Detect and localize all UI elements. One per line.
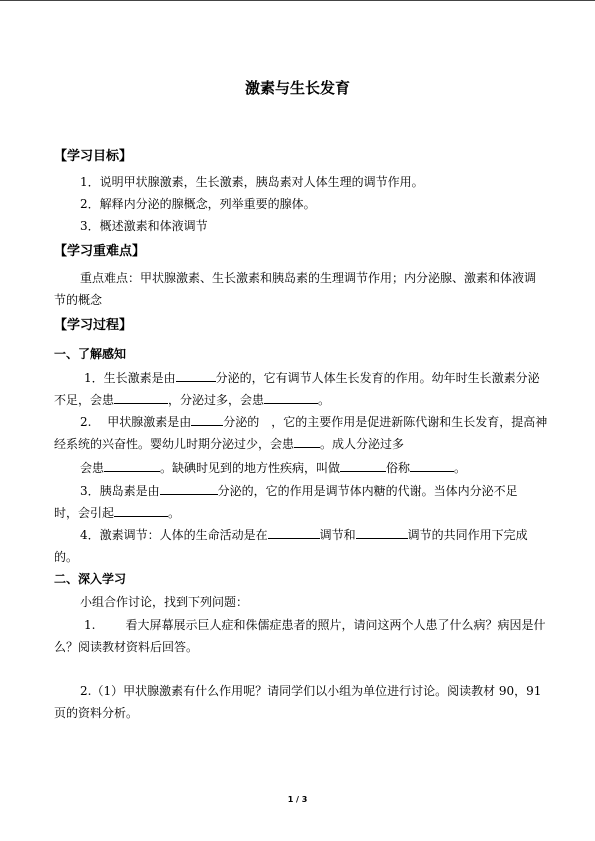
answer-blank[interactable] [268,527,320,539]
question-text: 经系统的兴奋性。婴幼儿时期分泌过少，会患 [54,437,295,451]
question-2-line3 [80,460,466,476]
question-text: 会患 [80,461,105,475]
question-text: 俗称 [386,461,411,475]
page-title: 激素与生长发育 [244,79,350,97]
part2-item1-line2: 么？阅读教材资料后回答。 [54,640,199,654]
item-number: 1. [84,618,96,632]
question-text: 。成人分泌过多 [320,437,405,451]
part2-item1-line1 [84,617,545,633]
part2-heading: 二、深入学习 [54,572,127,586]
question-text: 1．生长激素是由 [84,371,176,385]
question-2-line1 [80,414,547,430]
answer-blank[interactable] [191,414,223,426]
goal-item: 3．概述激素和体液调节 [80,219,208,233]
page-number: 1 / 3 [287,795,308,804]
question-4-line1 [80,527,528,543]
part2-item2-line1: 2.（1）甲状腺激素有什么作用呢？请同学们以小组为单位进行讨论。阅读教材 90，91 [80,684,542,698]
answer-blank[interactable] [264,392,318,404]
answer-blank[interactable] [356,527,408,539]
process-heading: 【学习过程】 [54,318,133,333]
goal-item: 2．解释内分泌的腺概念，列举重要的腺体。 [80,197,316,211]
part1-heading: 一、了解感知 [54,347,127,361]
question-text: 分泌的，它有调节人体生长发育的作用。幼年时生长激素分泌 [215,371,540,385]
question-3-line2 [54,505,180,521]
answer-blank[interactable] [160,483,218,495]
question-text: ，分泌过多，会患 [168,393,265,407]
answer-blank[interactable] [104,460,160,472]
key-points-text-cont: 节的概念 [54,293,103,307]
key-points-text: 重点难点：甲状腺激素、生长激素和胰岛素的生理调节作用；内分泌腺、激素和体液调 [80,271,537,285]
question-text: 4．激素调节：人体的生命活动是在 [80,528,268,542]
question-text: 调节和 [319,528,356,542]
item-text: 看大屏幕展示巨人症和侏儒症患者的照片，请问这两个人患了什么病？病因是什 [125,618,546,632]
part2-item2-line2: 页的资料分析。 [54,706,139,720]
question-1-line2 [54,392,330,408]
question-text: 。 [168,506,181,520]
goals-heading: 【学习目标】 [54,149,133,164]
question-text: 2. 甲状腺激素是由 [80,415,192,429]
question-text: 。 [454,461,467,475]
part2-intro: 小组合作讨论，找到下列问题： [80,595,249,609]
question-text: 。 [318,393,331,407]
question-4-line2: 的。 [54,550,79,564]
question-text: 分泌的 ，它的主要作用是促进新陈代谢和生长发育，提高神 [223,415,548,429]
question-text: 3．胰岛素是由 [80,484,160,498]
answer-blank[interactable] [176,370,216,382]
answer-blank[interactable] [114,392,168,404]
question-text: 分泌的，它的作用是调节体内糖的代谢。当体内分泌不足 [217,484,518,498]
question-text: 。缺碘时见到的地方性疾病，叫做 [160,461,341,475]
question-text: 不足，会患 [54,393,115,407]
answer-blank[interactable] [294,436,320,448]
key-heading: 【学习重难点】 [54,244,146,259]
goal-item: 1．说明甲状腺激素，生长激素，胰岛素对人体生理的调节作用。 [80,175,424,189]
answer-blank[interactable] [410,460,454,472]
question-1-line1 [84,370,540,386]
answer-blank[interactable] [114,505,168,517]
answer-blank[interactable] [340,460,386,472]
question-text: 调节的共同作用下完成 [407,528,528,542]
question-text: 时，会引起 [54,506,115,520]
question-2-line2 [54,436,404,452]
question-3-line1 [80,483,518,499]
